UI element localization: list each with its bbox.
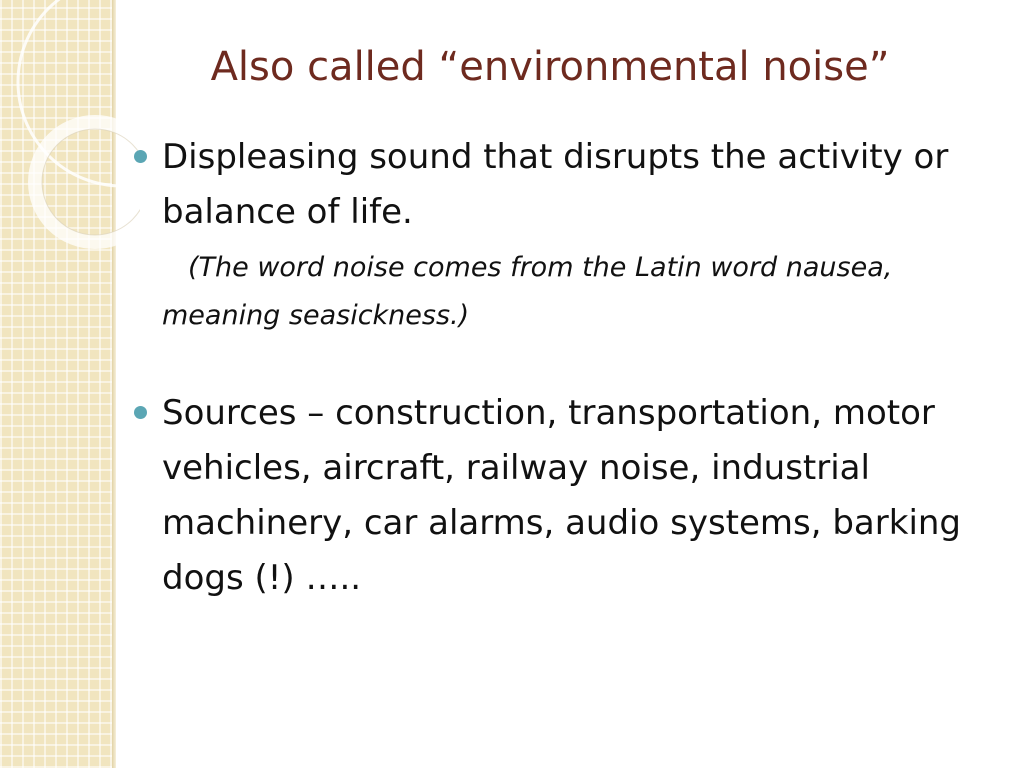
slide-content <box>134 130 994 606</box>
etymology-note-text: (The word noise comes from the Latin word nausea, meaning seasickness.) <box>162 252 893 331</box>
bullet-definition-text: Displeasing sound that disrupts the activity or balance of life. <box>162 137 949 232</box>
etymology-note <box>134 244 994 340</box>
bullet-dot-icon <box>134 406 147 419</box>
slide-title: Also called “environmental noise” <box>210 44 890 90</box>
bullet-dot-icon <box>134 150 147 163</box>
decorative-rings <box>0 0 140 280</box>
bullet-sources-text: Sources – construction, transportation, motor vehicles, aircraft, railway noise, industrial machinery, car alarms, audio systems, barking dogs (!) ….. <box>162 393 962 598</box>
thick-ring <box>35 122 140 242</box>
bullet-definition <box>134 130 994 240</box>
bullet-sources <box>134 386 994 606</box>
